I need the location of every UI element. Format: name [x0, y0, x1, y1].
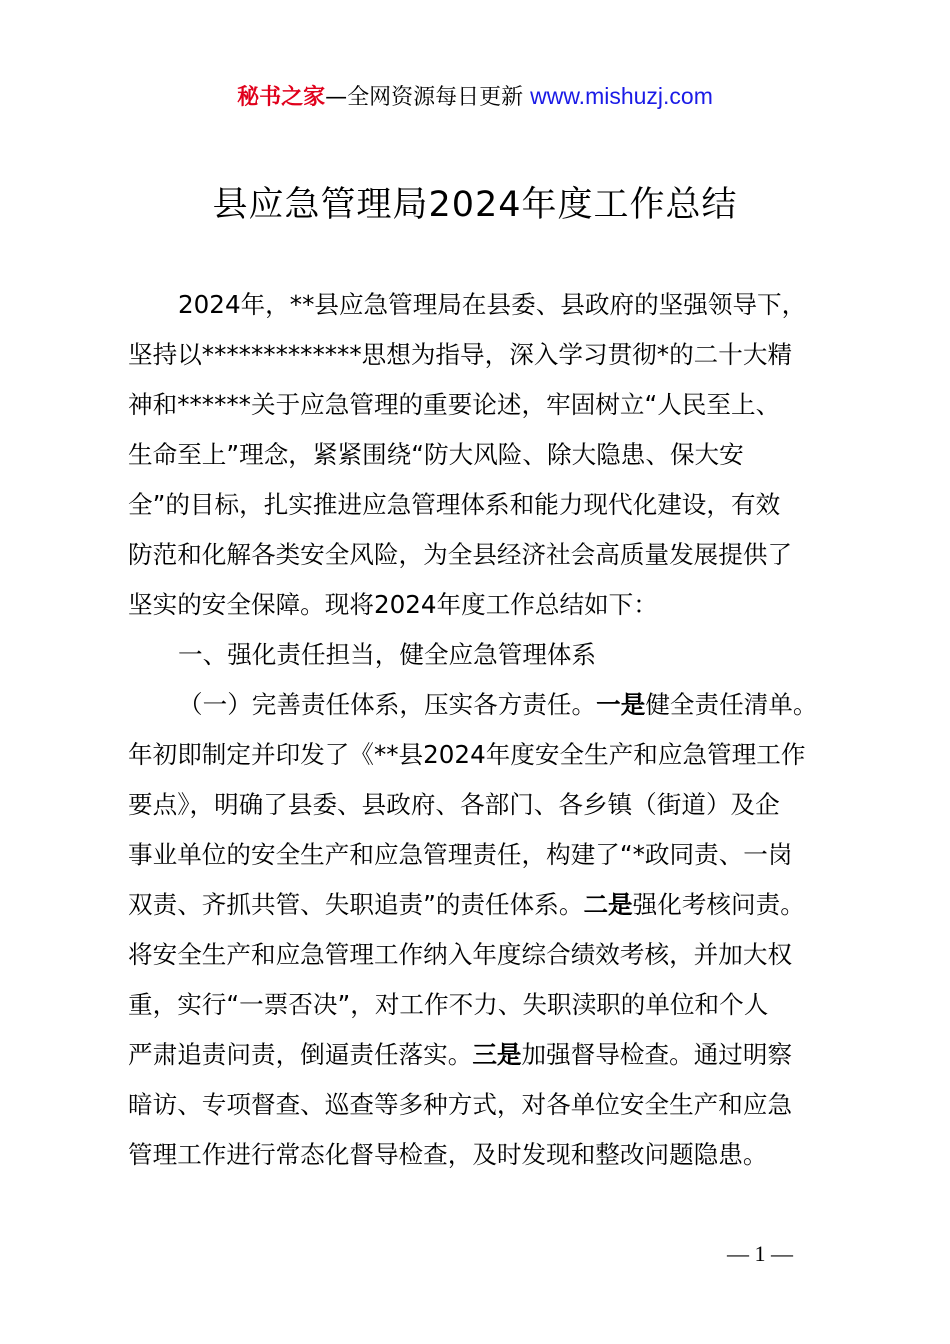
- paragraph-line: 暗访、专项督查、巡查等多种方式，对各单位安全生产和应急: [128, 1090, 793, 1119]
- paragraph-line: 事业单位的安全生产和应急管理责任，构建了“*政同责、一岗: [128, 840, 793, 869]
- section-heading: 一、强化责任担当，健全应急管理体系: [178, 640, 597, 669]
- site-url-link[interactable]: www.mishuzj.com: [530, 83, 713, 109]
- page-number: — 1 —: [727, 1241, 793, 1266]
- site-header: [0, 80, 950, 114]
- bold-marker: 二是: [583, 890, 633, 919]
- line-text: 强化考核问责。: [632, 890, 805, 919]
- paragraph-line: 管理工作进行常态化督导检查，及时发现和整改问题隐患。: [128, 1140, 768, 1169]
- paragraph-line: 坚持以*************思想为指导，深入学习贯彻*的二十大精: [128, 340, 793, 369]
- header-tagline: —全网资源每日更新: [325, 85, 531, 110]
- paragraph-line: 年初即制定并印发了《**县2024年度安全生产和应急管理工作: [128, 740, 806, 769]
- paragraph-line: 生命至上”理念，紧紧围绕“防大风险、除大隐患、保大安: [128, 440, 744, 469]
- paragraph-line: 要点》，明确了县委、县政府、各部门、各乡镇（街道）及企: [128, 790, 780, 819]
- document-title: 县应急管理局2024年度工作总结: [212, 185, 738, 225]
- line-text: 健全责任清单。: [645, 690, 818, 719]
- paragraph-line: [128, 1035, 792, 1075]
- bold-marker: 三是: [472, 1040, 522, 1069]
- line-text: 加强督导检查。通过明察: [521, 1040, 793, 1069]
- paragraph-line: [128, 885, 805, 925]
- paragraph-line: 防范和化解各类安全风险，为全县经济社会高质量发展提供了: [128, 540, 793, 569]
- brand-name: 秘书之家: [237, 85, 326, 110]
- bold-marker: 一是: [596, 690, 646, 719]
- paragraph-line: 神和******关于应急管理的重要论述，牢固树立“人民至上、: [128, 390, 781, 419]
- line-text: 双责、齐抓共管、失职追责”的责任体系。: [128, 890, 584, 919]
- paragraph-line: 2024年，**县应急管理局在县委、县政府的坚强领导下，: [178, 290, 807, 319]
- line-text: 严肃追责问责，倒逼责任落实。: [128, 1040, 473, 1069]
- paragraph-line: 全”的目标，扎实推进应急管理体系和能力现代化建设，有效: [128, 490, 781, 519]
- subsection-heading: （一）完善责任体系，压实各方责任。: [178, 690, 597, 719]
- paragraph-line: 重，实行“一票否决”，对工作不力、失职渎职的单位和个人: [128, 990, 769, 1019]
- paragraph-line: 将安全生产和应急管理工作纳入年度综合绩效考核，并加大权: [128, 940, 793, 969]
- subsection-line: [178, 685, 817, 725]
- paragraph-line: 坚实的安全保障。现将2024年度工作总结如下：: [128, 590, 658, 619]
